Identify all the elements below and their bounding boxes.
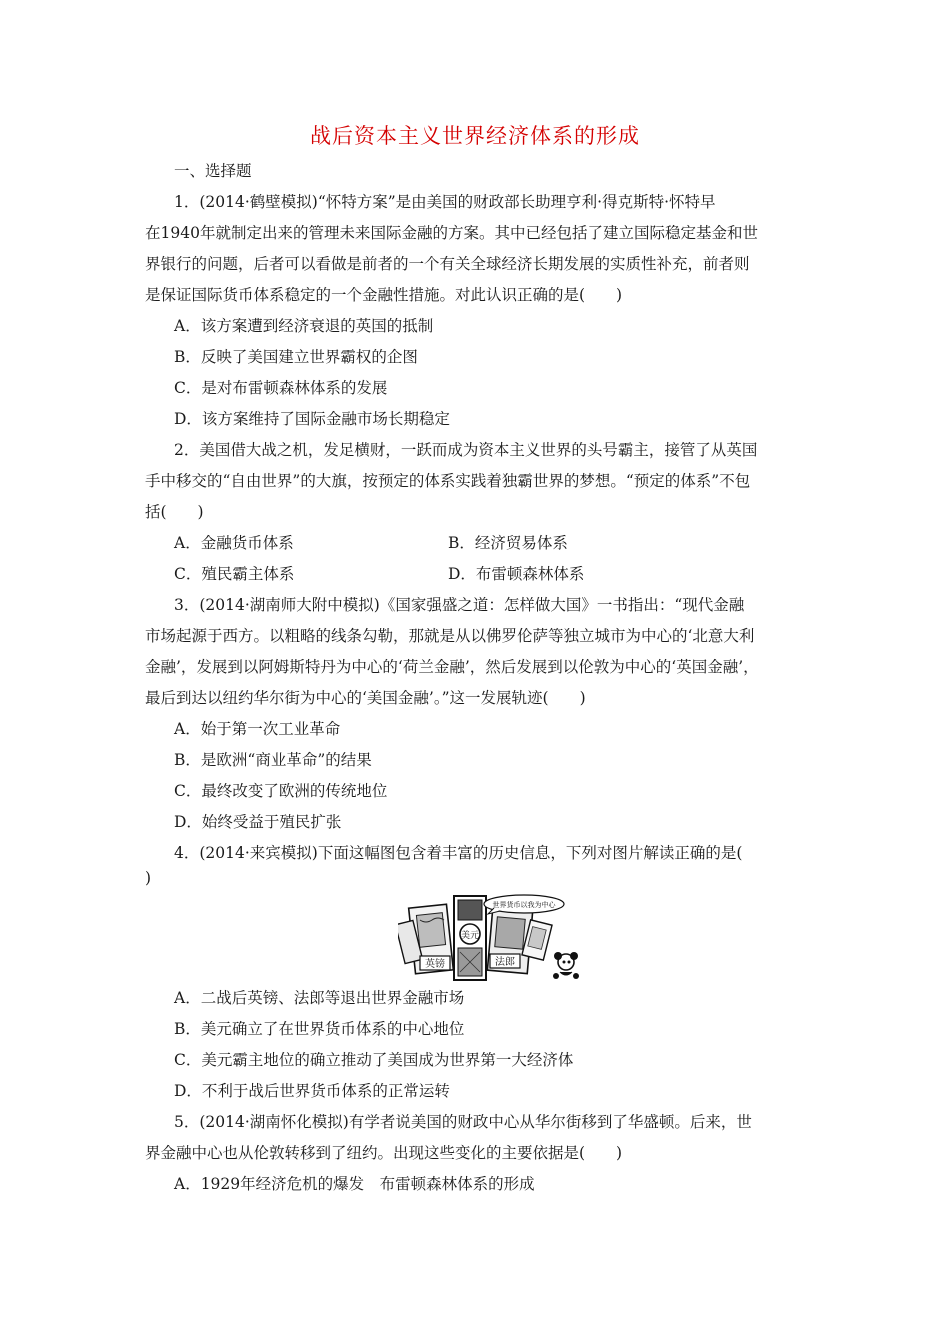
- question-2-text: 括( ): [145, 503, 204, 521]
- document-title: 战后资本主义世界经济体系的形成: [310, 124, 640, 148]
- question-3-text: 金融’，发展到以阿姆斯特丹为中心的‘荷兰金融’，然后发展到以伦敦为中心的‘英国金融’，: [145, 658, 759, 676]
- question-1-text: 在1940年就制定出来的管理未来国际金融的方案。其中已经包括了建立国际稳定基金和世: [145, 224, 758, 242]
- question-4-text: 4．(2014·来宾模拟)下面这幅图包含着丰富的历史信息，下列对图片解读正确的是(: [174, 844, 743, 862]
- dollar-banknote: [454, 896, 486, 980]
- question-3-option-d: D．始终受益于殖民扩张: [174, 813, 342, 831]
- question-4-option-b: B．美元确立了在世界货币体系的中心地位: [174, 1020, 465, 1038]
- question-1-option-a: A．该方案遭到经济衰退的英国的抵制: [174, 317, 434, 335]
- question-3-text: 最后到达以纽约华尔街为中心的‘美国金融’。”这一发展轨迹( ): [145, 689, 586, 707]
- question-2-option-b: B．经济贸易体系: [448, 534, 568, 552]
- pound-banknote: [398, 904, 453, 974]
- question-1-option-b: B．反映了美国建立世界霸权的企图: [174, 348, 418, 366]
- question-3-option-b: B．是欧洲“商业革命”的结果: [174, 751, 372, 769]
- question-1-text: 1．(2014·鹤壁模拟)“怀特方案”是由美国的财政部长助理亨利·得克斯特·怀特早: [174, 193, 716, 211]
- question-2-text: 手中移交的“自由世界”的大旗，按预定的体系实践着独霸世界的梦想。“预定的体系”不包: [145, 472, 751, 490]
- question-5-option-a: A．1929年经济危机的爆发 布雷顿森林体系的形成: [174, 1175, 535, 1193]
- question-3-option-a: A．始于第一次工业革命: [174, 720, 341, 738]
- question-1-text: 界银行的问题，后者可以看做是前者的一个有关全球经济长期发展的实质性补充，前者则: [145, 255, 750, 273]
- dollar-label: 美元: [460, 931, 480, 941]
- question-2-text: 2．美国借大战之机，发足横财，一跃而成为资本主义世界的头号霸主，接管了从英国: [174, 441, 758, 459]
- section-heading: 一、选择题: [174, 162, 252, 180]
- mascot-figure: [553, 952, 579, 979]
- question-2-option-d: D．布雷顿森林体系: [448, 565, 585, 583]
- question-3-option-c: C．最终改变了欧洲的传统地位: [174, 782, 388, 800]
- question-1-option-d: D．该方案维持了国际金融市场长期稳定: [174, 410, 450, 428]
- question-4-option-c: C．美元霸主地位的确立推动了美国成为世界第一大经济体: [174, 1051, 574, 1069]
- question-2-option-a: A．金融货币体系: [174, 534, 294, 552]
- franc-label: 法郎: [495, 957, 515, 968]
- question-4-option-a: A．二战后英镑、法郎等退出世界金融市场: [174, 989, 465, 1007]
- pound-label: 英镑: [425, 959, 445, 970]
- question-4-text: ): [145, 869, 152, 887]
- question-5-text: 界金融中心也从伦敦转移到了纽约。出现这些变化的主要依据是( ): [145, 1144, 623, 1162]
- question-3-text: 市场起源于西方。以粗略的线条勾勒，那就是从以佛罗伦萨等独立城市为中心的‘北意大利: [145, 627, 755, 645]
- question-1-option-c: C．是对布雷顿森林体系的发展: [174, 379, 388, 397]
- question-1-text: 是保证国际货币体系稳定的一个金融性措施。对此认识正确的是( ): [145, 286, 623, 304]
- question-4-option-d: D．不利于战后世界货币体系的正常运转: [174, 1082, 450, 1100]
- currency-cartoon: [398, 892, 584, 984]
- question-3-text: 3．(2014·湖南师大附中模拟)《国家强盛之道：怎样做大国》一书指出：“现代金融: [174, 596, 745, 614]
- speech-banner: [484, 895, 564, 914]
- question-5-text: 5．(2014·湖南怀化模拟)有学者说美国的财政中心从华尔街移到了华盛顿。后来，世: [174, 1113, 752, 1131]
- speech-banner-text: 世界货币以我为中心: [492, 901, 556, 909]
- question-2-option-c: C．殖民霸主体系: [174, 565, 295, 583]
- franc-banknote: [487, 908, 552, 973]
